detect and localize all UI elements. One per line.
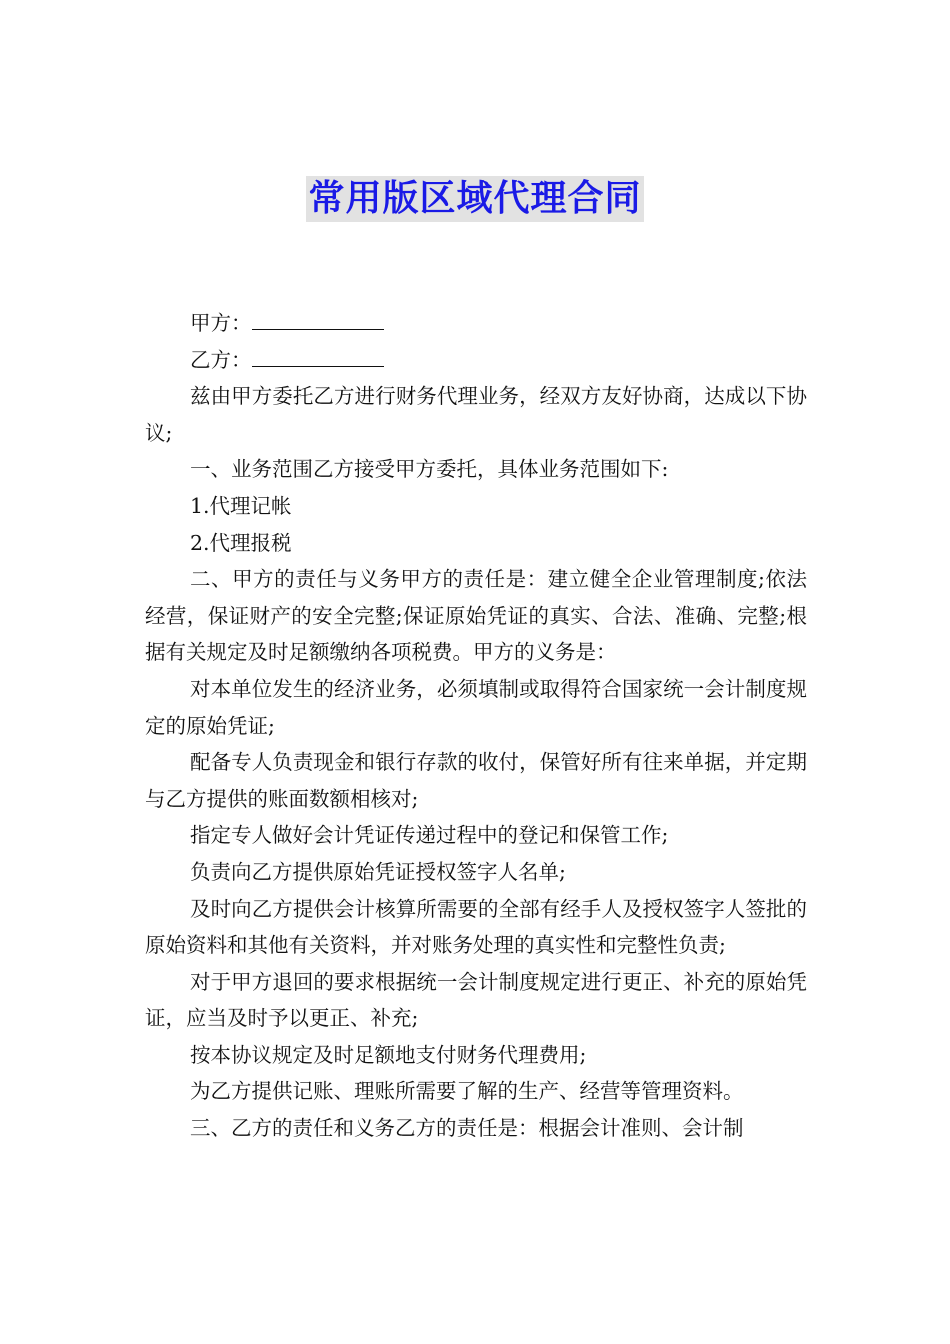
title-container <box>0 176 950 222</box>
party-a-blank <box>252 307 384 330</box>
paragraph-cash-staff: 配备专人负责现金和银行存款的收付，保管好所有往来单据，并定期与乙方提供的账面数额相核对; <box>145 750 807 811</box>
party-b-line <box>145 342 807 379</box>
paragraph-signatory-list: 负责向乙方提供原始凭证授权签字人名单; <box>190 859 566 884</box>
paragraph-pay-fees: 按本协议规定及时足额地支付财务代理费用; <box>190 1042 587 1067</box>
section-heading-party-a-duties: 二、甲方的责任与义务甲方的责任是：建立健全企业管理制度;依法经营，保证财产的安全完整;保证原始凭证的真实、合法、准确、完整;根据有关规定及时足额缴纳各项税费。甲方的义务是： <box>145 567 807 665</box>
paragraph-provide-materials: 及时向乙方提供会计核算所需要的全部有经手人及授权签字人签批的原始资料和其他有关资料，并对账务处理的真实性和完整性负责; <box>145 896 807 958</box>
paragraph-original-vouchers: 对本单位发生的经济业务，必须填制或取得符合国家统一会计制度规定的原始凭证; <box>145 676 807 738</box>
section-heading-scope: 一、业务范围乙方接受甲方委托，具体业务范围如下: <box>190 457 669 482</box>
party-a-line <box>145 305 807 342</box>
paragraph-corrections: 对于甲方退回的要求根据统一会计制度规定进行更正、补充的原始凭证，应当及时予以更正、补充; <box>145 969 807 1031</box>
section-heading-party-b-duties: 三、乙方的责任和义务乙方的责任是：根据会计准则、会计制 <box>190 1116 744 1141</box>
list-item-bookkeeping: 1.代理记帐 <box>190 493 292 518</box>
document-body <box>145 305 807 1147</box>
paragraph-intro: 兹由甲方委托乙方进行财务代理业务，经双方友好协商，达成以下协议; <box>145 384 807 445</box>
paragraph-voucher-transfer: 指定专人做好会计凭证传递过程中的登记和保管工作; <box>190 823 669 848</box>
list-item-tax-filing: 2.代理报税 <box>190 530 292 555</box>
party-b-label: 乙方： <box>190 347 252 372</box>
document-title: 常用版区域代理合同 <box>306 176 643 222</box>
party-b-blank <box>252 344 384 367</box>
paragraph-management-info: 为乙方提供记账、理账所需要了解的生产、经营等管理资料。 <box>190 1079 744 1104</box>
party-a-label: 甲方： <box>190 311 252 335</box>
